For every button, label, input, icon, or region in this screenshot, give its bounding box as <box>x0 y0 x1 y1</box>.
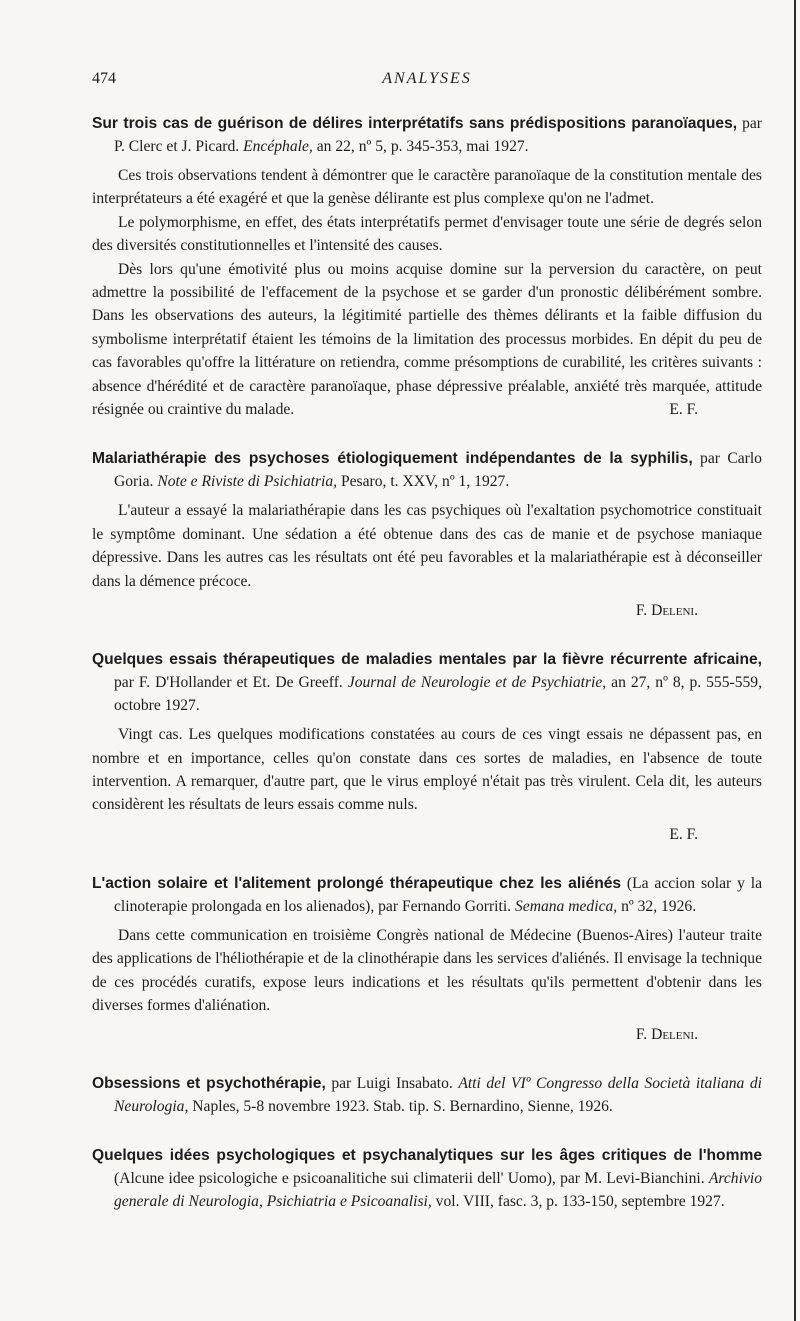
signature: F. Deleni. <box>635 602 698 620</box>
page <box>92 70 762 1239</box>
article-title: Obsessions et psychothérapie, <box>92 1075 326 1093</box>
page-number: 474 <box>92 70 116 87</box>
article-heading <box>92 1144 762 1213</box>
article-citation: (La accion solar y la clinoterapie prolongada en los alienados), par Fernando Gorriti. <box>114 874 762 915</box>
running-header <box>92 70 762 96</box>
article-title: L'action solaire et l'alitement prolongé thérapeutique chez les aliénés <box>92 874 622 892</box>
paragraph-text: Dès lors qu'une émotivité plus ou moins acquise domine sur la perversion du caractère, on peut admettre la possibilité de l'effacement de la psychose et se garder d'un pronostic délibérément sombre. Dans les observations des auteurs, la légitimité partielle des thèmes délirants et la faible diffusion du symbolisme interprétatif étaient les témoins de la limitation des processus morbides. En dépit du peu de cas favorables qu'offre la littérature on retiendra, comme présomptions de curabilité, les critères suivants : absence d'hérédité et de caractère paranoïaque, phase dépressive préalable, anxiété très marquée, attitude résignée ou craintive du malade. <box>92 260 762 419</box>
paragraph: Vingt cas. Les quelques modifications constatées au cours de ces vingt essais ne dépassent pas, en nombre et en importance, celles qu'on constate dans ces sortes de maladies, en l'absence de toute intervention. A remarquer, d'autre part, que le virus employé n'était pas très virulent. Cela dit, les auteurs considèrent les résultats de leurs essais comme nuls. <box>92 726 762 814</box>
signature: E. F. <box>669 401 698 419</box>
article-details: Pesaro, t. XXV, nº 1, 1927. <box>340 473 510 491</box>
article-citation: par Luigi Insabato. <box>331 1075 453 1093</box>
article-title: Quelques idées psychologiques et psychanalytiques sur les âges critiques de l'homme <box>92 1147 762 1165</box>
article-citation: par F. D'Hollander et Et. De Greeff. <box>114 674 343 692</box>
paragraph: L'auteur a essayé la malariathérapie dans les cas psychiques où l'exaltation psychomotrice constituait le symptôme dominant. Une sédation a été obtenue dans des cas de manie et de psychose maniaque dépressive. Dans les autres cas les résultats ont été peu favorables et la malariathérapie est à déconseiller dans la démence précoce. <box>92 502 762 590</box>
paragraph: Dans cette communication en troisième Congrès national de Médecine (Buenos-Aires) l'auteur traite des applications de l'héliothérapie et de la clinothérapie dans les services d'aliénés. Il envisage la technique de ces procédés curatifs, expose leurs indications et les résultats qu'ils permettent d'obtenir dans les diverses formes d'aliénation. <box>92 926 762 1014</box>
article-5 <box>92 1072 762 1118</box>
page-edge-line <box>794 0 796 1321</box>
article-6 <box>92 1144 762 1213</box>
article-details: an 22, nº 5, p. 345-353, mai 1927. <box>316 138 529 155</box>
article-heading <box>92 1072 762 1118</box>
signature: F. Deleni. <box>635 1026 698 1044</box>
journal-name: Semana medica, <box>514 897 618 915</box>
paragraph: Ces trois observations tendent à démontrer que le caractère paranoïaque de la constitution mentale des interprétateurs a été exagéré et que la genèse délirante est plus complexe qu'on ne l'admet. <box>92 167 762 208</box>
journal-name: Encéphale, <box>243 138 313 155</box>
article-1 <box>92 112 762 421</box>
article-title: Quelques essais thérapeutiques de maladies mentales par la fièvre récurrente africaine, <box>92 651 762 669</box>
article-title: Sur trois cas de guérison de délires interprétatifs sans prédispositions paranoïaques, <box>92 115 738 132</box>
journal-name: Atti del VIº Congresso della Società italiana di Neurologia, <box>114 1075 762 1116</box>
article-details: an 27, nº 8, p. 555-559, octobre 1927. <box>114 674 762 715</box>
article-heading <box>92 648 762 717</box>
journal-name: Note e Riviste di Psichiatria, <box>157 473 338 491</box>
article-citation: par P. Clerc et J. Picard. <box>114 115 762 155</box>
article-citation: (Alcune idee psicologiche e psicoanalitiche sui climaterii dell' Uomo), par M. Levi-Bianchini. <box>114 1170 705 1188</box>
journal-name: Journal de Neurologie et de Psychiatrie, <box>347 674 607 692</box>
article-citation: par Carlo Goria. <box>114 450 762 491</box>
paragraph <box>92 258 762 422</box>
journal-name: Archivio generale di Neurologia, Psichiatria e Psicoanalisi, <box>114 1170 762 1211</box>
article-heading <box>92 872 762 918</box>
article-details: Naples, 5-8 novembre 1923. Stab. tip. S. Bernardino, Sienne, 1926. <box>192 1098 613 1116</box>
signature: E. F. <box>669 825 698 843</box>
paragraph: Le polymorphisme, en effet, des états interprétatifs permet d'envisager toute une série de degrés selon des diversités constitutionnelles et l'intensité des causes. <box>92 213 762 255</box>
article-heading <box>92 112 762 158</box>
article-3 <box>92 648 762 846</box>
running-title: ANALYSES <box>382 70 472 87</box>
article-details: nº 32, 1926. <box>621 897 697 915</box>
article-title: Malariathérapie des psychoses étiologiquement indépendantes de la syphilis, <box>92 450 693 468</box>
article-4 <box>92 872 762 1047</box>
article-heading <box>92 447 762 493</box>
article-2 <box>92 447 762 622</box>
article-details: vol. VIII, fasc. 3, p. 133-150, septembre 1927. <box>435 1193 725 1211</box>
